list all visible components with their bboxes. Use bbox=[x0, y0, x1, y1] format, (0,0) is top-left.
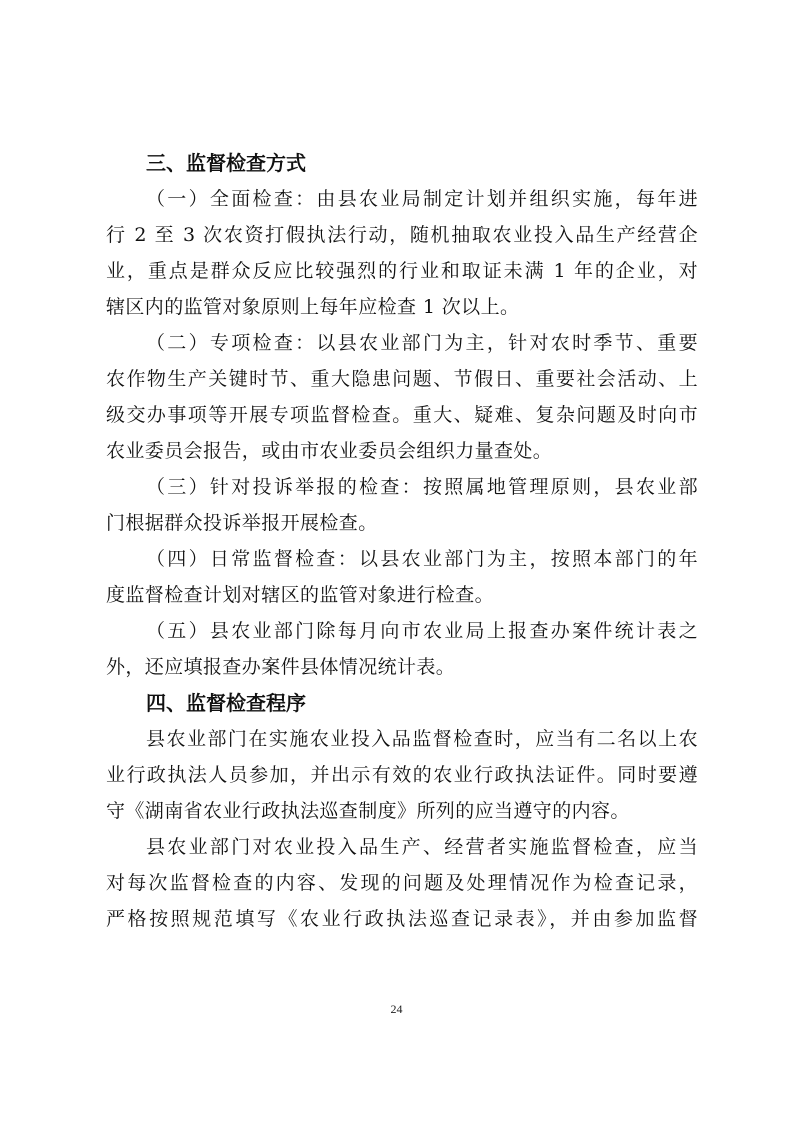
text-line: 行 2 至 3 次农资打假执法行动，随机抽取农业投入品生产经营企 bbox=[106, 224, 698, 246]
paragraph-reporting bbox=[106, 613, 698, 685]
text-line: 守《湖南省农业行政执法巡查制度》所列的应当遵守的内容。 bbox=[106, 800, 630, 822]
text-line: 门根据群众投诉举报开展检查。 bbox=[106, 512, 378, 534]
text-line: 县农业部门对农业投入品生产、经营者实施监督检查，应当 bbox=[146, 836, 698, 858]
text-line: 县农业部门在实施农业投入品监督检查时，应当有二名以上农 bbox=[146, 728, 698, 750]
paragraph-complaint-inspection bbox=[106, 469, 698, 541]
text-line: 辖区内的监管对象原则上每年应检查 1 次以上。 bbox=[106, 296, 520, 318]
text-line: 对每次监督检查的内容、发现的问题及处理情况作为检查记录， bbox=[106, 872, 698, 894]
section-heading-4: 四、监督检查程序 bbox=[146, 691, 306, 715]
text-line: （三）针对投诉举报的检查：按照属地管理原则，县农业部 bbox=[146, 476, 698, 498]
page-number: 24 bbox=[390, 1002, 403, 1016]
paragraph-special-inspection bbox=[106, 325, 698, 469]
text-line: 级交办事项等开展专项监督检查。重大、疑难、复杂问题及时向市 bbox=[106, 404, 698, 426]
text-line: （五）县农业部门除每月向市农业局上报查办案件统计表之 bbox=[146, 620, 698, 642]
paragraph-inspection-personnel bbox=[106, 721, 698, 829]
section-heading-3: 三、监督检查方式 bbox=[146, 151, 306, 175]
text-line: 业，重点是群众反应比较强烈的行业和取证未满 1 年的企业，对 bbox=[106, 260, 698, 282]
text-line: 农作物生产关键时节、重大隐患问题、节假日、重要社会活动、上 bbox=[106, 368, 698, 390]
text-line: （二）专项检查：以县农业部门为主，针对农时季节、重要 bbox=[146, 332, 698, 354]
text-line: （四）日常监督检查：以县农业部门为主，按照本部门的年 bbox=[146, 548, 698, 570]
text-line: 农业委员会报告，或由市农业委员会组织力量查处。 bbox=[106, 440, 553, 462]
page-body bbox=[106, 145, 698, 937]
paragraph-inspection-records bbox=[106, 829, 698, 937]
paragraph-routine-inspection bbox=[106, 541, 698, 613]
text-line: 外，还应填报查办案件县体情况统计表。 bbox=[106, 656, 456, 678]
text-line: 度监督检查计划对辖区的监管对象进行检查。 bbox=[106, 584, 495, 606]
paragraph-full-inspection bbox=[106, 181, 698, 325]
text-line: （一）全面检查：由县农业局制定计划并组织实施，每年进 bbox=[146, 188, 698, 210]
text-line: 严格按照规范填写《农业行政执法巡查记录表》，并由参加监督 bbox=[106, 908, 698, 930]
text-line: 业行政执法人员参加，并出示有效的农业行政执法证件。同时要遵 bbox=[106, 764, 698, 786]
